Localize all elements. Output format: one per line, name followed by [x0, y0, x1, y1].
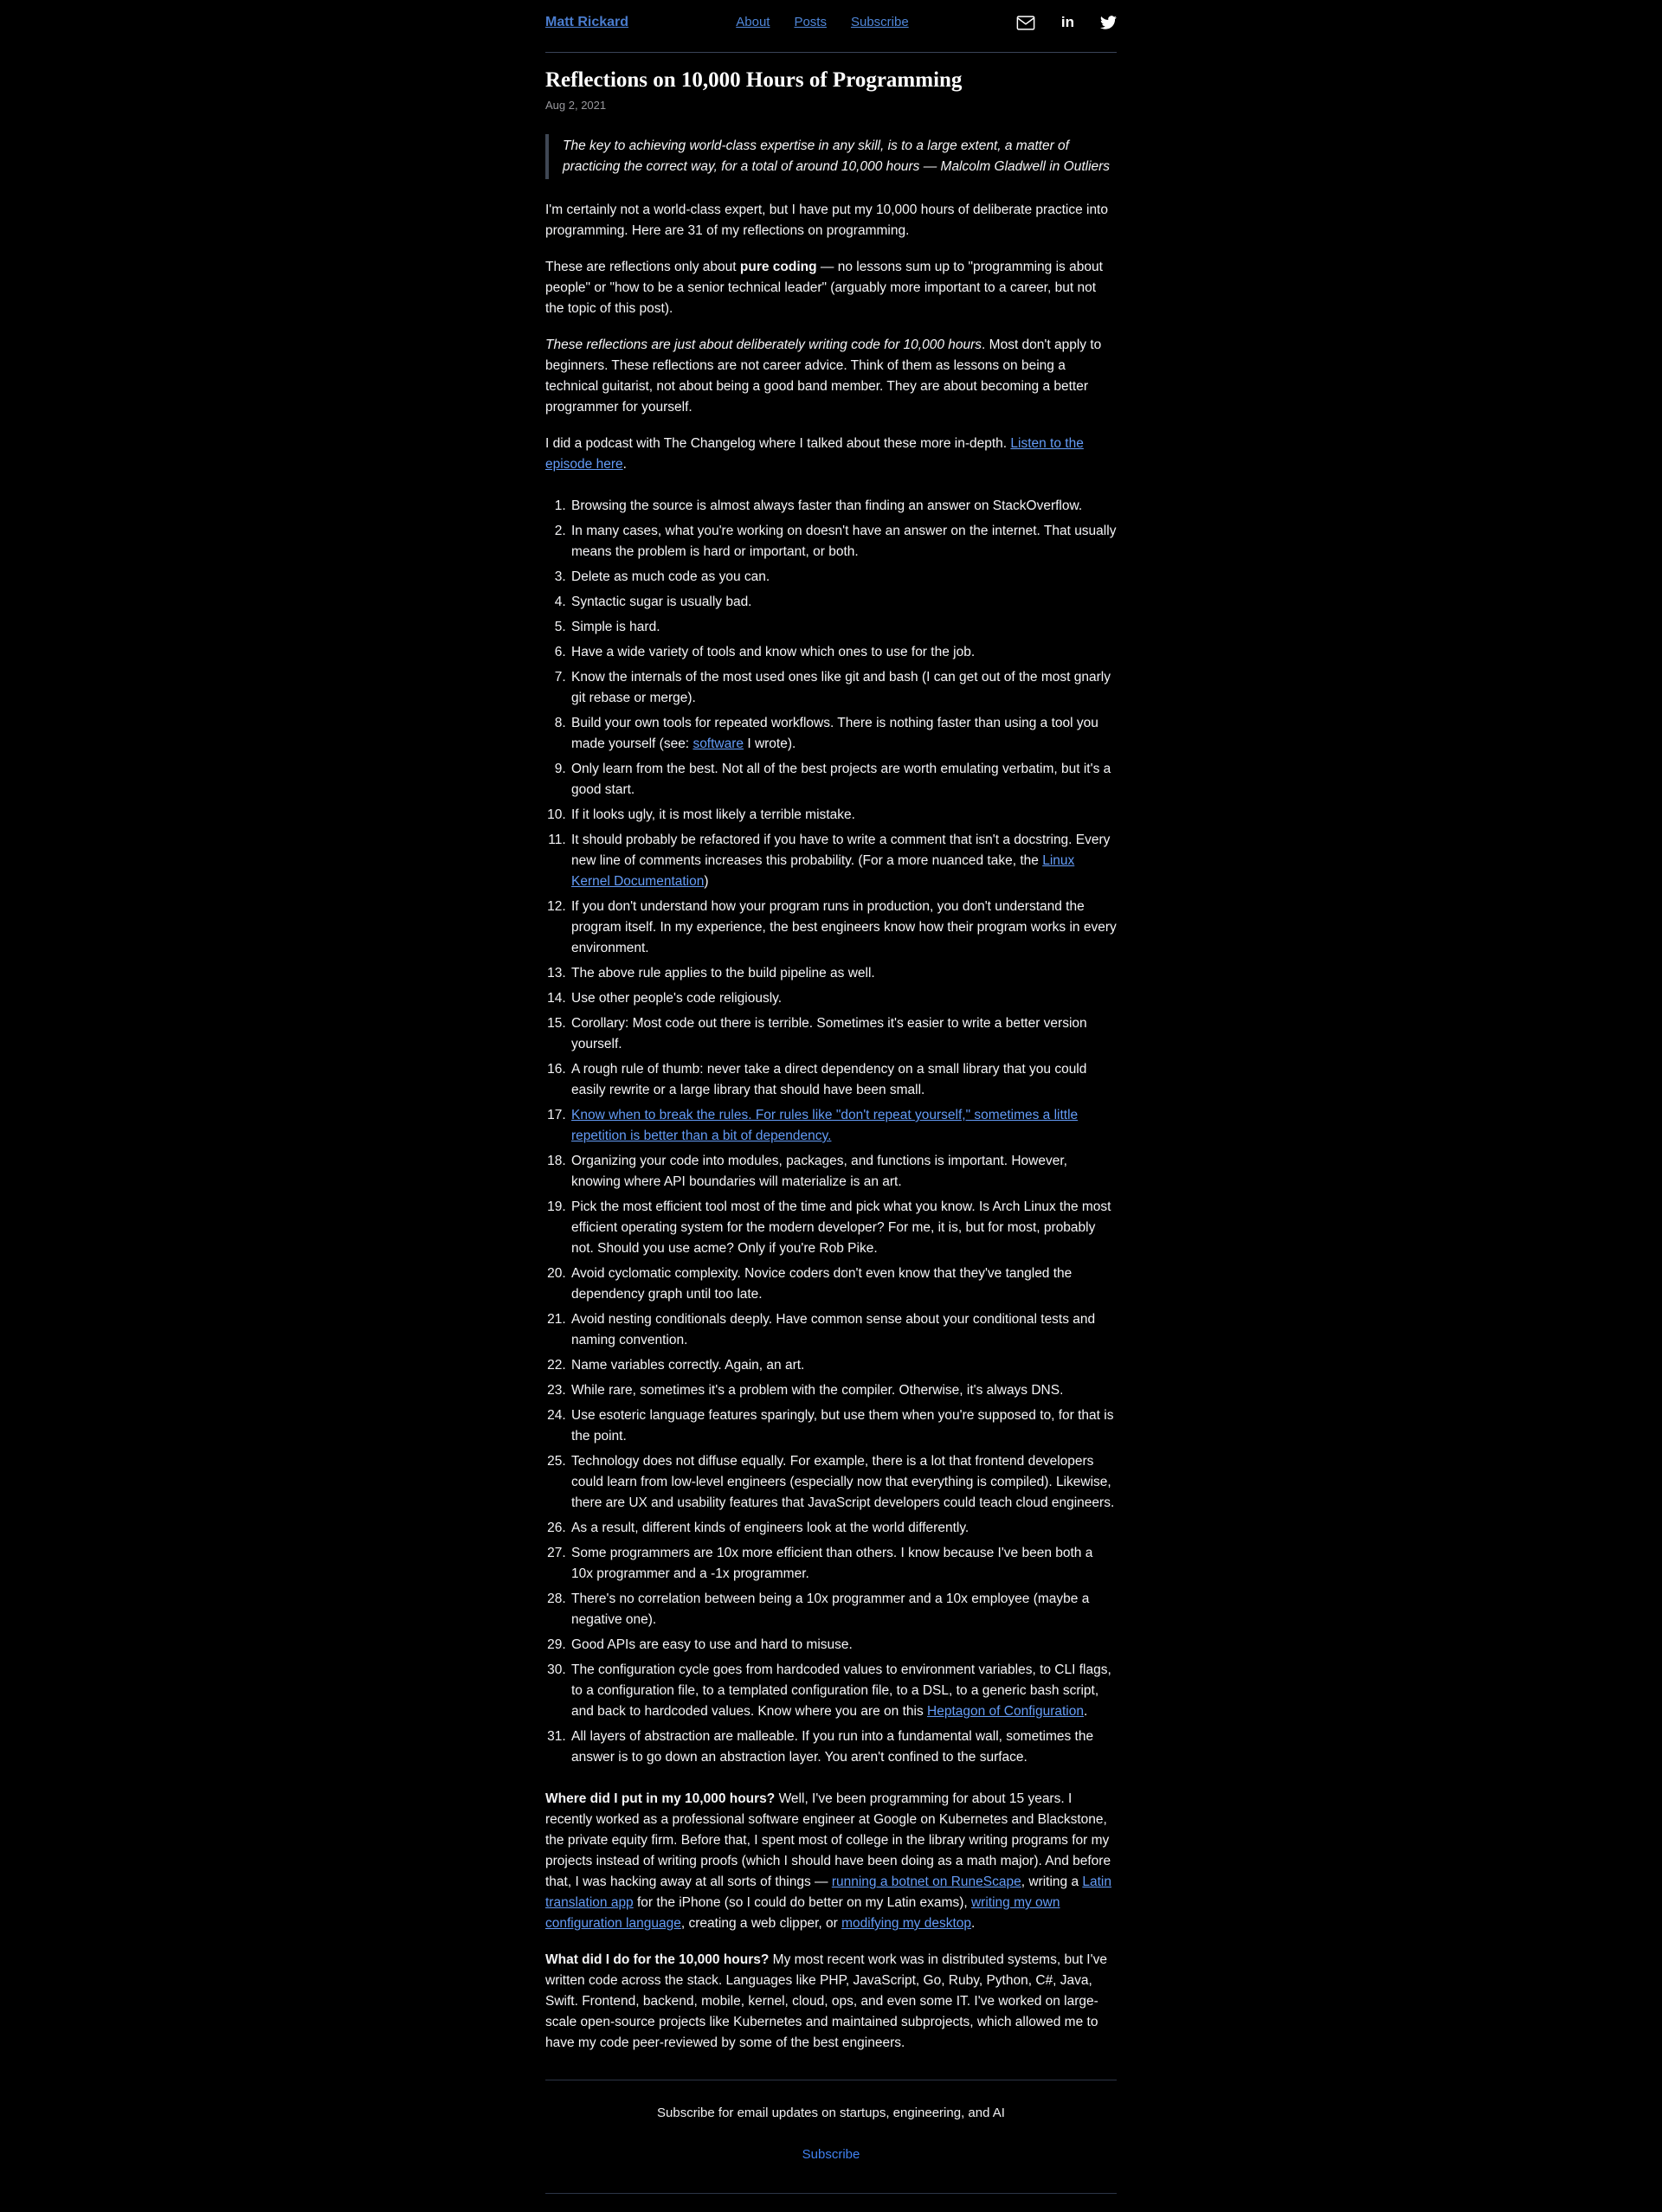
list-item: 16. A rough rule of thumb: never take a direct dependency on a small library that you could easily rewrite or a large library that should have been small. [570, 1059, 1117, 1101]
social-icons: in [1016, 15, 1117, 31]
pull-quote: The key to achieving world-class expertise in any skill, is to a large extent, a matter of practicing the correct way, for a total of around 10,000 hours — Malcolm Gladwell in Outliers [545, 134, 1117, 179]
post-date: Aug 2, 2021 [545, 99, 607, 112]
list-item: 2. In many cases, what you're working on doesn't have an answer on the internet. That usually means the problem is hard or important, or both. [570, 521, 1117, 563]
inline-link[interactable]: Latin translation app [545, 1874, 1111, 1910]
list-item: 12. If you don't understand how your program runs in production, you don't understand the program itself. In my experience, the best engineers know how their program works in every environment. [570, 897, 1117, 959]
paragraph-outro-2: What did I do for the 10,000 hours? My most recent work was in distributed systems, but I've written code across the stack. Languages like PHP, JavaScript, Go, Ruby, Python, C#, Java, Swift. Frontend, backend, mobile, kernel, cloud, ops, and even some IT. I've worked on large-scale open-source projects like Kubernetes and maintained subprojects, which allowed me to have my code peer-reviewed by some of the best engineers. [545, 1952, 1107, 2050]
list-item: 26. As a result, different kinds of engineers look at the world differently. [570, 1518, 1117, 1539]
list-item: 10. If it looks ugly, it is most likely a terrible mistake. [570, 805, 1117, 826]
list-item: 27. Some programmers are 10x more efficient than others. I know because I've been both a 10x programmer and a -1x programmer. [570, 1543, 1117, 1585]
list-item: 22. Name variables correctly. Again, an art. [570, 1355, 1117, 1376]
inline-link[interactable]: Linux Kernel Documentation [571, 853, 1075, 889]
twitter-icon[interactable] [1100, 16, 1117, 29]
list-item: 14. Use other people's code religiously. [570, 988, 1117, 1009]
list-item: 15. Corollary: Most code out there is terrible. Sometimes it's easier to write a better version yourself. [570, 1013, 1117, 1055]
inline-link[interactable]: modifying my desktop [841, 1916, 972, 1931]
paragraph-intro-1: I'm certainly not a world-class expert, but I have put my 10,000 hours of deliberate practice into programming. Here are 31 of my reflections on programming. [545, 203, 1108, 238]
paragraph-outro-1: Where did I put in my 10,000 hours? Well, I've been programming for about 15 years. I recently worked as a professional software engineer at Google on Kubernetes and Blackstone, the private equity firm. Before that, I spent most of college in the library writing programs for my projects instead of writing proofs (which I should have been doing as a math major). And before that, I was hacking away at all sorts of things — running a botnet on RuneScape, writing a Latin translation app for the iPhone (so I could do better on my Latin exams), writing my own configuration language, creating a web clipper, or modifying my desktop. [545, 1791, 1111, 1931]
bold-text: Where did I put in my 10,000 hours? [545, 1791, 776, 1806]
list-item: 13. The above rule applies to the build pipeline as well. [570, 963, 1117, 984]
footer-subscribe-link[interactable]: Subscribe [802, 2147, 860, 2162]
list-item: 31. All layers of abstraction are malleable. If you run into a fundamental wall, sometimes the answer is to go down an abstraction layer. You aren't confined to the surface. [570, 1727, 1117, 1768]
paragraph-intro-2: These are reflections only about pure coding — no lessons sum up to "programming is about people" or "how to be a senior technical leader" (arguably more important to a career, but not the topic of this post). [545, 260, 1103, 316]
bold-text: What did I do for the 10,000 hours? [545, 1952, 770, 1967]
list-item: 23. While rare, sometimes it's a problem with the compiler. Otherwise, it's always DNS. [570, 1380, 1117, 1401]
list-item: 3. Delete as much code as you can. [570, 567, 1117, 588]
list-item: 1. Browsing the source is almost always faster than finding an answer on StackOverflow. [570, 496, 1117, 517]
nav [736, 12, 908, 33]
list-item: 8. Build your own tools for repeated workflows. There is nothing faster than using a tool you made yourself (see: software I wrote). [570, 713, 1117, 755]
content-column [545, 0, 1117, 2194]
nav-link-about[interactable]: About [736, 15, 770, 29]
list-item: 24. Use esoteric language features sparingly, but use them when you're supposed to, for that is the point. [570, 1405, 1117, 1447]
paragraph-intro-4: I did a podcast with The Changelog where I talked about these more in-depth. Listen to the episode here. [545, 436, 1084, 472]
post-title: Reflections on 10,000 Hours of Programming [545, 68, 963, 92]
email-icon[interactable] [1016, 15, 1035, 31]
nav-link-posts[interactable]: Posts [794, 15, 827, 29]
list-item: 20. Avoid cyclomatic complexity. Novice coders don't even know that they've tangled the dependency graph until too late. [570, 1264, 1117, 1305]
list-item: 5. Simple is hard. [570, 617, 1117, 638]
paragraph-intro-3: These reflections are just about deliberately writing code for 10,000 hours. Most don't apply to beginners. These reflections are not career advice. Think of them as lessons on being a technical guitarist, not about being a good band member. They are about becoming a better programmer for yourself. [545, 338, 1102, 415]
footer [545, 2080, 1117, 2194]
inline-link[interactable]: Heptagon of Configuration [927, 1704, 1084, 1719]
brand [545, 12, 628, 33]
list-item: 28. There's no correlation between being a 10x programmer and a 10x employee (maybe a negative one). [570, 1589, 1117, 1630]
italic-text: These reflections are just about deliberately writing code for 10,000 hours [545, 338, 982, 352]
list-item: 29. Good APIs are easy to use and hard to misuse. [570, 1635, 1117, 1656]
inline-link[interactable]: software [692, 736, 744, 751]
nav-link-subscribe[interactable]: Subscribe [850, 15, 909, 29]
list-item: 6. Have a wide variety of tools and know which ones to use for the job. [570, 642, 1117, 663]
list-item: 25. Technology does not diffuse equally. For example, there is a lot that frontend developers could learn from low-level engineers (especially now that everything is compiled). Likewise, there are UX and usability features that JavaScript developers could teach cloud engineers. [570, 1451, 1117, 1514]
list-item: 9. Only learn from the best. Not all of the best projects are worth emulating verbatim, but it's a good start. [570, 759, 1117, 801]
list-item: 18. Organizing your code into modules, packages, and functions is important. However, knowing where API boundaries will materialize is an art. [570, 1151, 1117, 1193]
inline-link[interactable]: writing my own configuration language [545, 1895, 1060, 1931]
list-item [570, 1105, 1117, 1147]
list-item: 4. Syntactic sugar is usually bad. [570, 592, 1117, 613]
inline-link[interactable]: running a botnet on RuneScape [831, 1874, 1021, 1889]
list-item: 7. Know the internals of the most used ones like git and bash (I can get out of the most gnarly git rebase or merge). [570, 667, 1117, 709]
inline-link[interactable]: Listen to the episode here [545, 436, 1084, 472]
list-item: 30. The configuration cycle goes from hardcoded values to environment variables, to CLI flags, to a configuration file, to a templated configuration file, to a DSL, to a generic bash script, and back to hardcoded values. Know where you are on this Heptagon of Configuration. [570, 1660, 1117, 1722]
bold-text: pure coding [739, 260, 817, 274]
list-item: 21. Avoid nesting conditionals deeply. Have common sense about your conditional tests and naming convention. [570, 1309, 1117, 1351]
reflections-list [545, 496, 1117, 1768]
list-item: 19. Pick the most efficient tool most of the time and pick what you know. Is Arch Linux the most efficient operating system for the modern developer? For me, it is, but for most, probably not. Should you use acme? Only if you're Rob Pike. [570, 1197, 1117, 1259]
list-item: 11. It should probably be refactored if you have to write a comment that isn't a docstring. Every new line of comments increases this probability. (For a more nuanced take, the Linux Kernel Documentation) [570, 830, 1117, 892]
brand-link[interactable]: Matt Rickard [545, 15, 629, 29]
footer-blurb: Subscribe for email updates on startups, engineering, and AI [657, 2106, 1005, 2120]
inline-link[interactable]: Know when to break the rules. For rules like "don't repeat yourself," sometimes a little repetition is better than a bit of dependency. [571, 1108, 1079, 1143]
site-header [545, 9, 1117, 53]
